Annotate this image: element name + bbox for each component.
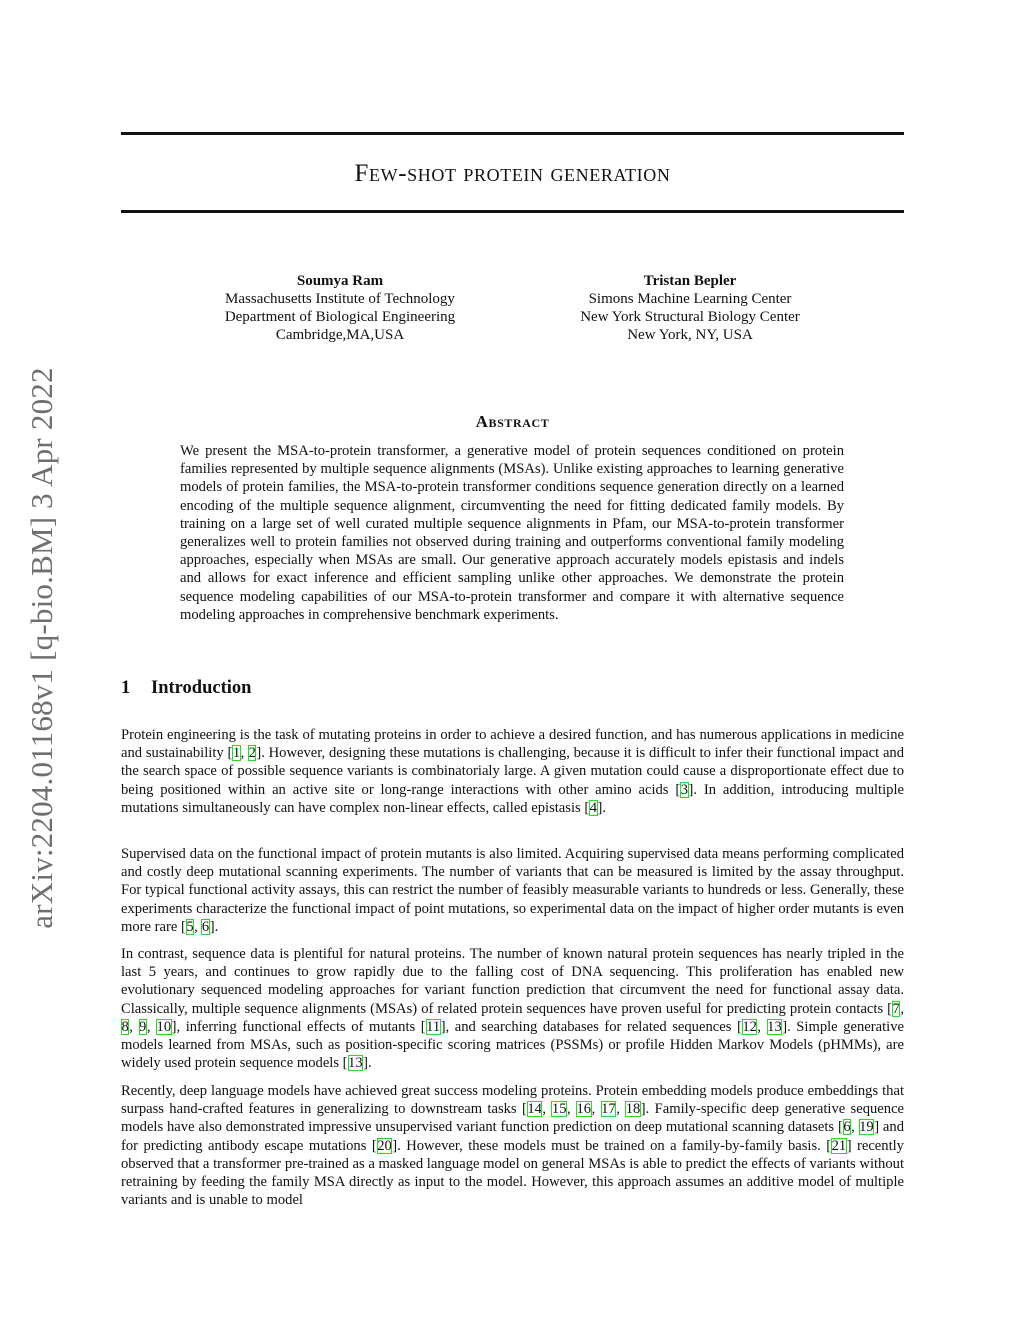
paragraph-text: ]. (597, 799, 607, 816)
paragraph-text: ]. However, these models must be trained on a family-by-family basis. [ (392, 1137, 832, 1154)
citation-link[interactable]: 5 (186, 918, 194, 935)
paragraph-text: ]. Family-specific deep generative sequence models have also demonstrated impressive unsupervised variant function prediction on deep mutational scanning datasets [ (121, 1101, 905, 1136)
citation-link[interactable]: 11 (426, 1018, 441, 1035)
author-affiliation-line: New York Structural Biology Center (580, 309, 800, 325)
citation-link[interactable]: 15 (551, 1101, 567, 1118)
citation-link[interactable]: 9 (139, 1018, 147, 1035)
citation-link[interactable]: 21 (831, 1137, 847, 1154)
citation-link[interactable]: 19 (859, 1119, 874, 1136)
citation-link[interactable]: 20 (377, 1137, 392, 1154)
author-block (520, 272, 860, 344)
citation-link[interactable]: 10 (156, 1018, 172, 1035)
citation-link[interactable]: 18 (625, 1101, 641, 1118)
citation-link[interactable]: 8 (121, 1018, 129, 1035)
paragraph-text: , (146, 1018, 157, 1035)
author-affiliation-line: Massachusetts Institute of Technology (225, 291, 455, 307)
citation-link[interactable]: 7 (892, 1000, 900, 1017)
author-affiliation-line: Simons Machine Learning Center (588, 291, 792, 307)
paragraph-text: ], inferring functional effects of mutants [ (171, 1018, 426, 1035)
paragraph-text: , (757, 1018, 767, 1035)
citation-link[interactable]: 17 (601, 1101, 616, 1118)
body-paragraph (121, 1082, 904, 1209)
citation-link[interactable]: 16 (576, 1101, 592, 1118)
paragraph-text: ], and searching databases for related sequences [ (440, 1018, 742, 1035)
paragraph-text: ]. However, designing these mutations is challenging, because it is difficult to infer their functional impact and the search space of possible sequence variants is combinatorialy large. A given mutation could cause a disproportionate effect due to being positioned within an active site or long-range interactions with other amino acids [ (121, 745, 905, 798)
author-name: Soumya Ram (296, 273, 384, 289)
paragraph-text: ]. In addition, introducing multiple mutations simultaneously can have complex non-linear effects, called epistasis [ (121, 781, 904, 816)
paragraph-text: In contrast, sequence data is plentiful for natural proteins. The number of known natural protein sequences has nearly tripled in the last 5 years, and continues to grow rapidly due to the falling cost of DNA sequencing. This proliferation has enabled new evolutionary sequenced modeling approaches for variant function prediction that circumvent the need for functional assay data. Classically, multiple sequence alignments (MSAs) of related protein sequences have proven useful for predicting protein contacts [ (121, 946, 904, 1017)
paragraph-text: ] recently observed that a transformer pre-trained as a masked language model on general MSAs is able to predict the effects of variants without retraining by feeding the family MSA directly as input to the model. However, this approach assumes an additive model of multiple variants and is unable to model (121, 1137, 904, 1209)
citation-link[interactable]: 13 (767, 1018, 782, 1035)
paragraph-text: Supervised data on the functional impact of protein mutants is also limited. Acquiring supervised data means performing complicated and costly deep mutational scanning experiments. The number of variants that can be measured is limited by the assay throughput. For typical functional activity assays, this can restrict the number of feasibly measurable variants to hundreds or less. Generally, these experiments characterize the functional impact of point mutations, so experimental data on the impact of higher order mutants is even more rare [ (121, 846, 904, 935)
citation-link[interactable]: 2 (248, 745, 256, 762)
citation-link[interactable]: 1 (232, 745, 241, 762)
section-heading (121, 678, 251, 699)
paragraph-text: ]. Simple generative models learned from MSAs, such as position-specific scoring matrices (PSSMs) or profile Hidden Markov Models (pHMMs), are widely used protein sequence models [ (121, 1018, 905, 1072)
paragraph-text: Recently, deep language models have achieved great success modeling proteins. Protein embedding models produce embeddings that surpass hand-crafted features in generalizing to downstream tasks [ (121, 1083, 904, 1118)
author-name: Tristan Bepler (643, 273, 737, 289)
paragraph-text: , (542, 1101, 552, 1118)
paper-title: Few-shot protein generation (354, 160, 671, 187)
section-number: 1 (121, 678, 131, 698)
arxiv-identifier-text: arXiv:2204.01168v1 [q-bio.BM] 3 Apr 2022 (24, 367, 59, 929)
paragraph-text: , (567, 1101, 576, 1118)
citation-link[interactable]: 6 (843, 1119, 851, 1136)
paragraph-text: , (900, 1000, 904, 1017)
author-affiliation-line: Department of Biological Engineering (224, 309, 456, 325)
title-rule-bottom (121, 210, 904, 213)
citation-link[interactable]: 4 (589, 799, 598, 816)
author-block (170, 272, 510, 344)
author-affiliation-line: Cambridge,MA,USA (275, 327, 405, 343)
paragraph-text: , (240, 745, 249, 762)
paragraph-text: Protein engineering is the task of mutating proteins in order to achieve a desired function, and has numerous applications in medicine and sustainability [ (121, 727, 904, 762)
paragraph-text: , (616, 1101, 626, 1118)
citation-link[interactable]: 14 (527, 1101, 542, 1118)
author-affiliation-line: New York, NY, USA (627, 327, 753, 343)
abstract-heading: Abstract (475, 412, 550, 431)
citation-link[interactable]: 13 (348, 1055, 363, 1072)
section-title: Introduction (151, 678, 252, 698)
paragraph-text: , (591, 1101, 601, 1118)
paragraph-text: ]. (363, 1055, 372, 1072)
title-rule-top (121, 132, 904, 135)
paragraph-text: , (194, 918, 202, 935)
citation-link[interactable]: 3 (680, 781, 688, 798)
paragraph-text: ] and for predicting antibody escape mutations [ (121, 1119, 904, 1154)
paragraph-text: , (129, 1018, 139, 1035)
body-paragraph (121, 845, 904, 936)
paragraph-text: , (851, 1119, 859, 1136)
citation-link[interactable]: 12 (742, 1018, 757, 1035)
body-paragraph (121, 945, 904, 1072)
abstract-text: We present the MSA-to-protein transformer, a generative model of protein sequences conditioned on protein families represented by multiple sequence alignments (MSAs). Unlike existing approaches to learning generative models of protein families, the MSA-to-protein transformer conditions sequence generation directly on a learned encoding of the multiple sequence alignment, circumventing the need for fitting dedicated family models. By training on a large set of well curated multiple sequence alignments in Pfam, our MSA-to-protein transformer generalizes well to protein families not observed during training and outperforms conventional family modeling approaches, especially when MSAs are small. Our generative approach accurately models epistasis and indels and allows for exact inference and efficient sampling unlike other approaches. We demonstrate the protein sequence modeling capabilities of our MSA-to-protein transformer and compare it with alternative sequence modeling approaches in comprehensive benchmark experiments. (180, 443, 844, 623)
paragraph-text: ]. (209, 918, 219, 935)
body-paragraph (121, 726, 904, 817)
citation-link[interactable]: 6 (201, 918, 210, 935)
